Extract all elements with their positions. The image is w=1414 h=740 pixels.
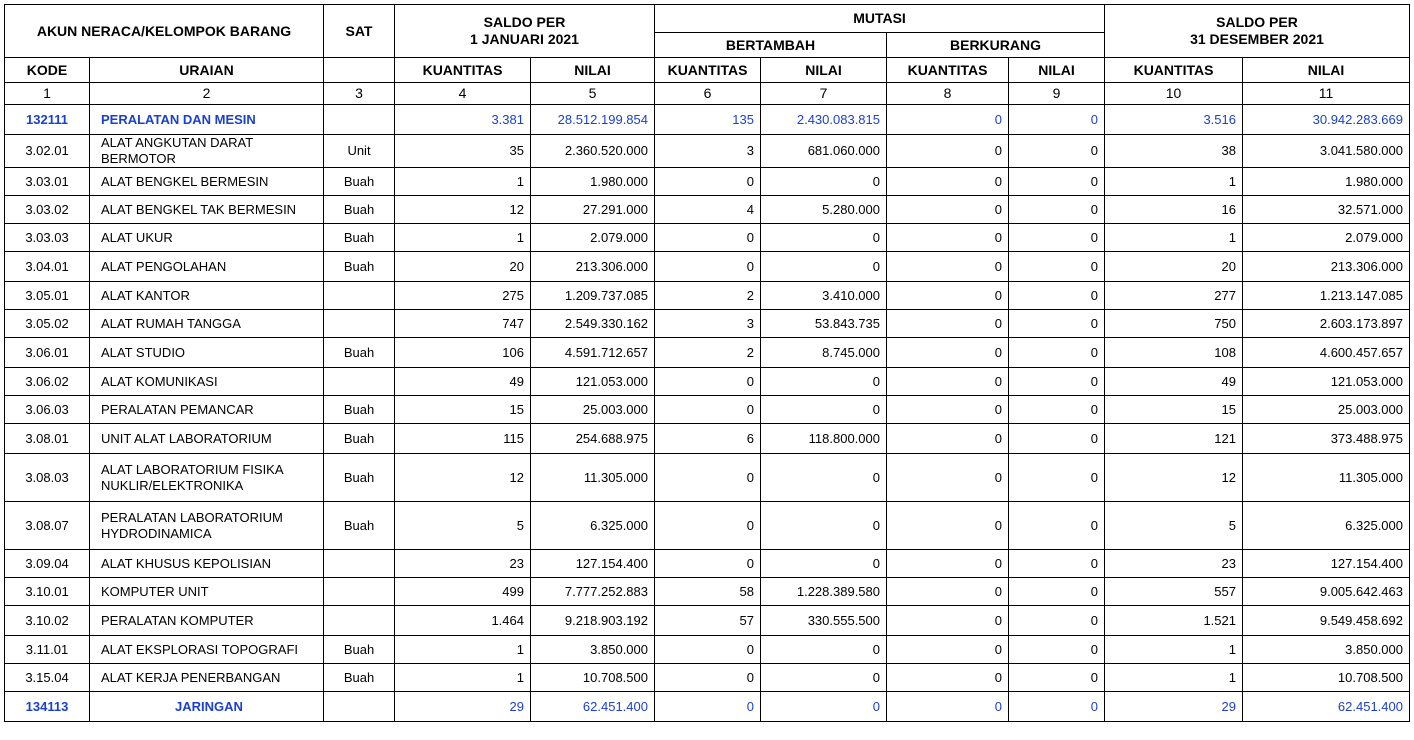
row-kuantitas-akhir: 5 [1105,502,1243,550]
column-number: 9 [1009,83,1105,105]
row-kuantitas-akhir: 108 [1105,338,1243,368]
header-kuantitas-berkurang: KUANTITAS [887,58,1009,83]
row-nilai-akhir: 9.005.642.463 [1243,578,1410,606]
row-kuantitas-akhir: 1 [1105,224,1243,252]
header-nilai-berkurang: NILAI [1009,58,1105,83]
row-nilai-akhir: 10.708.500 [1243,664,1410,692]
row-sat [324,550,395,578]
row-kuantitas-berkurang: 0 [887,224,1009,252]
inventory-table [4,4,1410,722]
row-nilai-bertambah: 0 [761,252,887,282]
row-kuantitas-awal: 23 [395,550,531,578]
row-kuantitas-akhir: 29 [1105,692,1243,722]
row-kuantitas-akhir: 121 [1105,424,1243,454]
row-nilai-bertambah: 118.800.000 [761,424,887,454]
row-nilai-awal: 10.708.500 [531,664,655,692]
row-kuantitas-berkurang: 0 [887,636,1009,664]
row-kuantitas-awal: 5 [395,502,531,550]
row-nilai-berkurang: 0 [1009,578,1105,606]
table-row [5,424,1410,454]
row-nilai-bertambah: 0 [761,502,887,550]
row-nilai-awal: 2.549.330.162 [531,310,655,338]
header-sat: SAT [324,5,395,58]
row-nilai-bertambah: 0 [761,550,887,578]
header-nilai-awal: NILAI [531,58,655,83]
row-nilai-berkurang: 0 [1009,196,1105,224]
row-kuantitas-berkurang: 0 [887,338,1009,368]
row-nilai-berkurang: 0 [1009,636,1105,664]
row-kuantitas-bertambah: 4 [655,196,761,224]
row-kode: 3.03.01 [5,168,90,196]
row-kuantitas-bertambah: 57 [655,606,761,636]
row-kuantitas-akhir: 1 [1105,664,1243,692]
row-nilai-bertambah: 8.745.000 [761,338,887,368]
table-row [5,396,1410,424]
header-kuantitas-akhir: KUANTITAS [1105,58,1243,83]
row-nilai-akhir: 6.325.000 [1243,502,1410,550]
row-kuantitas-awal: 106 [395,338,531,368]
row-nilai-akhir: 2.079.000 [1243,224,1410,252]
row-nilai-berkurang: 0 [1009,135,1105,168]
header-kuantitas-awal: KUANTITAS [395,58,531,83]
row-kode: 3.03.03 [5,224,90,252]
column-number: 3 [324,83,395,105]
header-berkurang: BERKURANG [887,33,1105,58]
row-kuantitas-berkurang: 0 [887,168,1009,196]
row-sat [324,368,395,396]
saldo-akhir-date: 31 DESEMBER 2021 [1190,31,1324,47]
row-uraian: ALAT BENGKEL TAK BERMESIN [90,196,324,224]
table-row [5,135,1410,168]
row-nilai-awal: 121.053.000 [531,368,655,396]
row-nilai-awal: 3.850.000 [531,636,655,664]
row-kuantitas-bertambah: 0 [655,664,761,692]
row-nilai-bertambah: 0 [761,224,887,252]
row-sat: Buah [324,424,395,454]
row-nilai-berkurang: 0 [1009,606,1105,636]
row-sat: Buah [324,252,395,282]
row-uraian: PERALATAN KOMPUTER [90,606,324,636]
saldo-awal-date: 1 JANUARI 2021 [470,31,579,47]
row-sat: Buah [324,502,395,550]
row-kuantitas-berkurang: 0 [887,368,1009,396]
row-kode: 3.08.01 [5,424,90,454]
row-nilai-berkurang: 0 [1009,692,1105,722]
row-nilai-bertambah: 0 [761,454,887,502]
row-nilai-berkurang: 0 [1009,502,1105,550]
row-nilai-awal: 6.325.000 [531,502,655,550]
row-uraian: ALAT EKSPLORASI TOPOGRAFI [90,636,324,664]
header-akun: AKUN NERACA/KELOMPOK BARANG [5,5,324,58]
row-kuantitas-awal: 1 [395,636,531,664]
row-kuantitas-awal: 1 [395,168,531,196]
row-kuantitas-berkurang: 0 [887,606,1009,636]
header-saldo-akhir [1105,5,1410,58]
row-nilai-awal: 254.688.975 [531,424,655,454]
row-sat [324,606,395,636]
row-uraian: ALAT BENGKEL BERMESIN [90,168,324,196]
row-kuantitas-berkurang: 0 [887,454,1009,502]
row-kode: 3.04.01 [5,252,90,282]
row-nilai-awal: 1.209.737.085 [531,282,655,310]
row-nilai-bertambah: 681.060.000 [761,135,887,168]
row-nilai-awal: 62.451.400 [531,692,655,722]
row-uraian: ALAT LABORATORIUM FISIKA NUKLIR/ELEKTRONIKA [90,454,324,502]
row-kuantitas-bertambah: 0 [655,502,761,550]
row-nilai-bertambah: 5.280.000 [761,196,887,224]
column-number: 5 [531,83,655,105]
row-nilai-berkurang: 0 [1009,454,1105,502]
row-uraian: ALAT KOMUNIKASI [90,368,324,396]
column-number: 11 [1243,83,1410,105]
row-nilai-bertambah: 0 [761,368,887,396]
row-nilai-awal: 28.512.199.854 [531,105,655,135]
row-kuantitas-awal: 499 [395,578,531,606]
row-kuantitas-bertambah: 3 [655,135,761,168]
row-kuantitas-akhir: 49 [1105,368,1243,396]
row-kuantitas-awal: 275 [395,282,531,310]
header-mutasi: MUTASI [655,5,1105,33]
row-nilai-akhir: 4.600.457.657 [1243,338,1410,368]
column-number: 4 [395,83,531,105]
row-kuantitas-awal: 35 [395,135,531,168]
row-kode: 3.03.02 [5,196,90,224]
row-kuantitas-awal: 1 [395,664,531,692]
header-bertambah: BERTAMBAH [655,33,887,58]
row-sat [324,310,395,338]
row-kuantitas-akhir: 750 [1105,310,1243,338]
row-nilai-awal: 4.591.712.657 [531,338,655,368]
row-kuantitas-bertambah: 58 [655,578,761,606]
row-sat: Buah [324,396,395,424]
row-nilai-awal: 11.305.000 [531,454,655,502]
table-row [5,578,1410,606]
row-nilai-akhir: 1.980.000 [1243,168,1410,196]
column-number: 2 [90,83,324,105]
table-row [5,636,1410,664]
row-nilai-akhir: 32.571.000 [1243,196,1410,224]
row-sat [324,578,395,606]
row-kuantitas-bertambah: 0 [655,550,761,578]
row-kode: 134113 [5,692,90,722]
row-kode: 3.11.01 [5,636,90,664]
row-kuantitas-bertambah: 0 [655,692,761,722]
row-sat: Unit [324,135,395,168]
row-kuantitas-akhir: 277 [1105,282,1243,310]
header-uraian: URAIAN [90,58,324,83]
row-kode: 3.08.07 [5,502,90,550]
row-kuantitas-berkurang: 0 [887,692,1009,722]
row-nilai-awal: 25.003.000 [531,396,655,424]
column-number: 7 [761,83,887,105]
row-kuantitas-awal: 3.381 [395,105,531,135]
row-nilai-awal: 1.980.000 [531,168,655,196]
table-row [5,224,1410,252]
row-kuantitas-berkurang: 0 [887,578,1009,606]
row-sat: Buah [324,454,395,502]
row-nilai-awal: 9.218.903.192 [531,606,655,636]
row-kuantitas-bertambah: 2 [655,282,761,310]
row-uraian: ALAT STUDIO [90,338,324,368]
row-kode: 3.06.03 [5,396,90,424]
row-kuantitas-bertambah: 0 [655,252,761,282]
row-uraian: ALAT UKUR [90,224,324,252]
row-kuantitas-akhir: 557 [1105,578,1243,606]
row-kuantitas-bertambah: 135 [655,105,761,135]
row-kuantitas-awal: 1.464 [395,606,531,636]
row-uraian: ALAT KANTOR [90,282,324,310]
row-kuantitas-berkurang: 0 [887,502,1009,550]
row-nilai-akhir: 62.451.400 [1243,692,1410,722]
header-kode: KODE [5,58,90,83]
row-kuantitas-berkurang: 0 [887,310,1009,338]
row-nilai-berkurang: 0 [1009,550,1105,578]
row-sat: Buah [324,636,395,664]
row-nilai-berkurang: 0 [1009,396,1105,424]
row-nilai-akhir: 3.041.580.000 [1243,135,1410,168]
row-kuantitas-awal: 1 [395,224,531,252]
row-uraian: JARINGAN [90,692,324,722]
row-kuantitas-awal: 115 [395,424,531,454]
group-row [5,105,1410,135]
saldo-awal-label: SALDO PER [483,14,566,30]
row-nilai-berkurang: 0 [1009,664,1105,692]
row-kuantitas-bertambah: 0 [655,454,761,502]
row-kuantitas-awal: 20 [395,252,531,282]
table-row [5,664,1410,692]
row-sat: Buah [324,338,395,368]
row-sat [324,282,395,310]
row-kuantitas-bertambah: 3 [655,310,761,338]
row-nilai-berkurang: 0 [1009,424,1105,454]
row-nilai-berkurang: 0 [1009,282,1105,310]
table-row [5,502,1410,550]
row-nilai-bertambah: 53.843.735 [761,310,887,338]
row-nilai-bertambah: 2.430.083.815 [761,105,887,135]
row-kuantitas-akhir: 1 [1105,168,1243,196]
row-nilai-akhir: 30.942.283.669 [1243,105,1410,135]
row-kuantitas-awal: 49 [395,368,531,396]
row-uraian: ALAT KERJA PENERBANGAN [90,664,324,692]
row-nilai-berkurang: 0 [1009,338,1105,368]
table-row [5,550,1410,578]
row-kuantitas-awal: 12 [395,196,531,224]
row-kode: 3.05.02 [5,310,90,338]
row-nilai-bertambah: 1.228.389.580 [761,578,887,606]
row-nilai-awal: 213.306.000 [531,252,655,282]
row-kuantitas-bertambah: 0 [655,636,761,664]
row-nilai-bertambah: 0 [761,168,887,196]
row-nilai-awal: 127.154.400 [531,550,655,578]
header-saldo-awal [395,5,655,58]
table-row [5,196,1410,224]
table-row [5,338,1410,368]
column-number: 10 [1105,83,1243,105]
table-row [5,368,1410,396]
row-kuantitas-berkurang: 0 [887,396,1009,424]
row-sat: Buah [324,196,395,224]
row-kuantitas-berkurang: 0 [887,135,1009,168]
row-kuantitas-bertambah: 6 [655,424,761,454]
saldo-akhir-label: SALDO PER [1216,14,1298,30]
row-uraian: PERALATAN LABORATORIUM HYDRODINAMICA [90,502,324,550]
row-kode: 3.15.04 [5,664,90,692]
row-nilai-akhir: 9.549.458.692 [1243,606,1410,636]
row-nilai-berkurang: 0 [1009,224,1105,252]
row-kode: 3.05.01 [5,282,90,310]
row-kuantitas-akhir: 16 [1105,196,1243,224]
row-kode: 3.09.04 [5,550,90,578]
row-kuantitas-awal: 12 [395,454,531,502]
row-nilai-akhir: 121.053.000 [1243,368,1410,396]
row-uraian: ALAT ANGKUTAN DARAT BERMOTOR [90,135,324,168]
row-kuantitas-awal: 747 [395,310,531,338]
header-nilai-akhir: NILAI [1243,58,1410,83]
row-kuantitas-akhir: 15 [1105,396,1243,424]
row-kuantitas-bertambah: 2 [655,338,761,368]
row-sat: Buah [324,224,395,252]
row-nilai-akhir: 3.850.000 [1243,636,1410,664]
row-nilai-berkurang: 0 [1009,368,1105,396]
row-nilai-akhir: 1.213.147.085 [1243,282,1410,310]
row-sat [324,105,395,135]
row-kuantitas-akhir: 12 [1105,454,1243,502]
table-row [5,606,1410,636]
row-kuantitas-berkurang: 0 [887,282,1009,310]
table-row [5,252,1410,282]
table-row [5,168,1410,196]
row-kuantitas-akhir: 1.521 [1105,606,1243,636]
row-nilai-berkurang: 0 [1009,168,1105,196]
row-kode: 3.06.01 [5,338,90,368]
row-uraian: PERALATAN DAN MESIN [90,105,324,135]
row-kode: 3.08.03 [5,454,90,502]
row-sat: Buah [324,168,395,196]
row-kuantitas-akhir: 3.516 [1105,105,1243,135]
row-nilai-bertambah: 0 [761,636,887,664]
row-nilai-bertambah: 0 [761,664,887,692]
row-kuantitas-akhir: 38 [1105,135,1243,168]
row-nilai-akhir: 11.305.000 [1243,454,1410,502]
row-uraian: ALAT PENGOLAHAN [90,252,324,282]
row-nilai-akhir: 213.306.000 [1243,252,1410,282]
row-nilai-akhir: 373.488.975 [1243,424,1410,454]
row-uraian: KOMPUTER UNIT [90,578,324,606]
row-kode: 132111 [5,105,90,135]
row-kuantitas-berkurang: 0 [887,664,1009,692]
row-uraian: PERALATAN PEMANCAR [90,396,324,424]
column-number: 8 [887,83,1009,105]
row-kuantitas-akhir: 1 [1105,636,1243,664]
row-nilai-awal: 7.777.252.883 [531,578,655,606]
row-nilai-bertambah: 330.555.500 [761,606,887,636]
row-kode: 3.06.02 [5,368,90,396]
group-row [5,692,1410,722]
header-sat-blank [324,58,395,83]
row-sat: Buah [324,664,395,692]
column-number: 6 [655,83,761,105]
row-kuantitas-akhir: 20 [1105,252,1243,282]
table-body [5,105,1410,722]
row-nilai-bertambah: 3.410.000 [761,282,887,310]
table-row [5,282,1410,310]
row-kuantitas-berkurang: 0 [887,424,1009,454]
row-kode: 3.10.02 [5,606,90,636]
row-uraian: ALAT KHUSUS KEPOLISIAN [90,550,324,578]
row-uraian: ALAT RUMAH TANGGA [90,310,324,338]
row-nilai-akhir: 2.603.173.897 [1243,310,1410,338]
row-kuantitas-bertambah: 0 [655,396,761,424]
row-nilai-awal: 2.079.000 [531,224,655,252]
table-row [5,310,1410,338]
row-kuantitas-awal: 15 [395,396,531,424]
row-kuantitas-bertambah: 0 [655,368,761,396]
row-nilai-berkurang: 0 [1009,252,1105,282]
row-kuantitas-berkurang: 0 [887,105,1009,135]
header-nilai-bertambah: NILAI [761,58,887,83]
row-kode: 3.02.01 [5,135,90,168]
header-kuantitas-bertambah: KUANTITAS [655,58,761,83]
row-nilai-berkurang: 0 [1009,310,1105,338]
row-nilai-berkurang: 0 [1009,105,1105,135]
row-kuantitas-akhir: 23 [1105,550,1243,578]
row-kuantitas-bertambah: 0 [655,168,761,196]
row-kuantitas-berkurang: 0 [887,550,1009,578]
row-uraian: UNIT ALAT LABORATORIUM [90,424,324,454]
row-kuantitas-berkurang: 0 [887,252,1009,282]
row-nilai-awal: 2.360.520.000 [531,135,655,168]
row-sat [324,692,395,722]
row-nilai-akhir: 127.154.400 [1243,550,1410,578]
row-nilai-akhir: 25.003.000 [1243,396,1410,424]
row-nilai-awal: 27.291.000 [531,196,655,224]
row-nilai-bertambah: 0 [761,396,887,424]
row-kuantitas-bertambah: 0 [655,224,761,252]
row-kuantitas-awal: 29 [395,692,531,722]
row-kuantitas-berkurang: 0 [887,196,1009,224]
column-number: 1 [5,83,90,105]
row-nilai-bertambah: 0 [761,692,887,722]
table-row [5,454,1410,502]
row-kode: 3.10.01 [5,578,90,606]
